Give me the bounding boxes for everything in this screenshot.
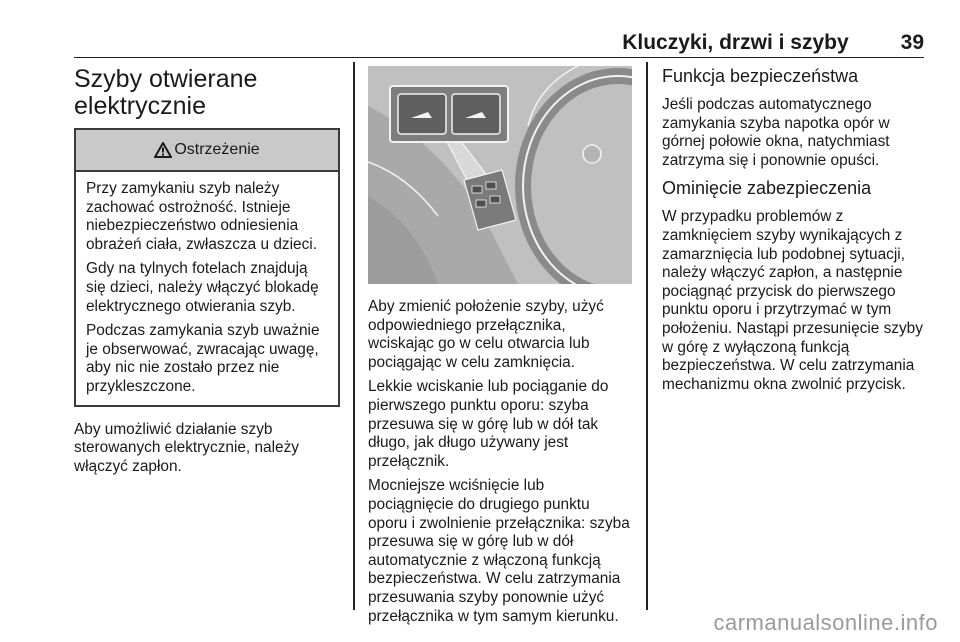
body-paragraph: Aby umożliwić działanie szyb sterowanych elektrycznie, należy włączyć zapłon. (74, 420, 299, 475)
warning-triangle-icon (154, 142, 172, 158)
window-switch-illustration (368, 66, 632, 284)
column-divider (646, 62, 648, 610)
door-panel-drawing (368, 66, 632, 284)
column-divider (353, 62, 355, 610)
body-paragraph: W przypadku problemów z zamknięciem szyby wynikających z zamarznięcia lub podobnej sytuacji, należy włączyć zapłon, a następnie pociągnąć przycisk do pierwszego punktu oporu i przytrzymać w tym położeniu. Nastąpi przesunięcie szyby w górę z wyłączoną funkcją bezpieczeństwa. W celu zatrzymania mechanizmu okna zwolnić przycisk. (662, 208, 923, 393)
column-left (74, 62, 340, 482)
section-heading-line: elektrycznie (74, 92, 206, 120)
watermark: carmanualsonline.info (713, 610, 938, 635)
page-number: 39 (900, 31, 924, 54)
column-right (662, 62, 928, 400)
section-heading-line: Szyby otwierane (74, 65, 258, 93)
warning-box (74, 128, 340, 407)
column-middle (368, 62, 632, 632)
warning-header (76, 130, 338, 172)
section-title: Kluczyki, drzwi i szyby (622, 31, 849, 54)
body-paragraph: Lekkie wciskanie lub pociąganie do pierwszego punktu oporu: szyba przesuwa się w górę lub w dół tak długo, jak długo używany jest przełącznik. (368, 378, 609, 470)
subheading: Ominięcie zabezpieczenia (662, 178, 872, 199)
warning-paragraph: Podczas zamykania szyb uważnie je obserwować, zwracając uwagę, aby nic nie zostało przez nie przykleszczone. (86, 322, 320, 395)
body-paragraph: Aby zmienić położenie szyby, użyć odpowiedniego przełącznika, wciskając go w celu otwarcia lub pociągając w celu zamknięcia. (368, 298, 604, 371)
body-paragraph: Mocniejsze wciśnięcie lub pociągnięcie do drugiego punktu oporu i zwolnienie przełącznika: szyba przesuwa się w górę lub w dół automatycznie z włączoną funkcją bezpieczeństwa. W celu zatrzymania przesuwania szyby ponownie użyć przełącznika w tym samym kierunku. (368, 477, 630, 625)
warning-paragraph: Gdy na tylnych fotelach znajdują się dzieci, należy włączyć blokadę elektrycznego otwierania szyb. (86, 260, 319, 315)
section-heading (74, 66, 340, 120)
warning-label: Ostrzeżenie (174, 141, 260, 158)
body-paragraph: Jeśli podczas automatycznego zamykania szyba napotka opór w górnej połowie okna, natychmiast zatrzyma się i ponownie opuści. (662, 96, 890, 169)
subheading: Funkcja bezpieczeństwa (662, 66, 859, 86)
warning-paragraph: Przy zamykaniu szyb należy zachować ostrożność. Istnieje niebezpieczeństwo odniesienia obrażeń ciała, zwłaszcza u dzieci. (86, 180, 317, 253)
warning-body (76, 172, 338, 405)
page-header (74, 22, 924, 58)
